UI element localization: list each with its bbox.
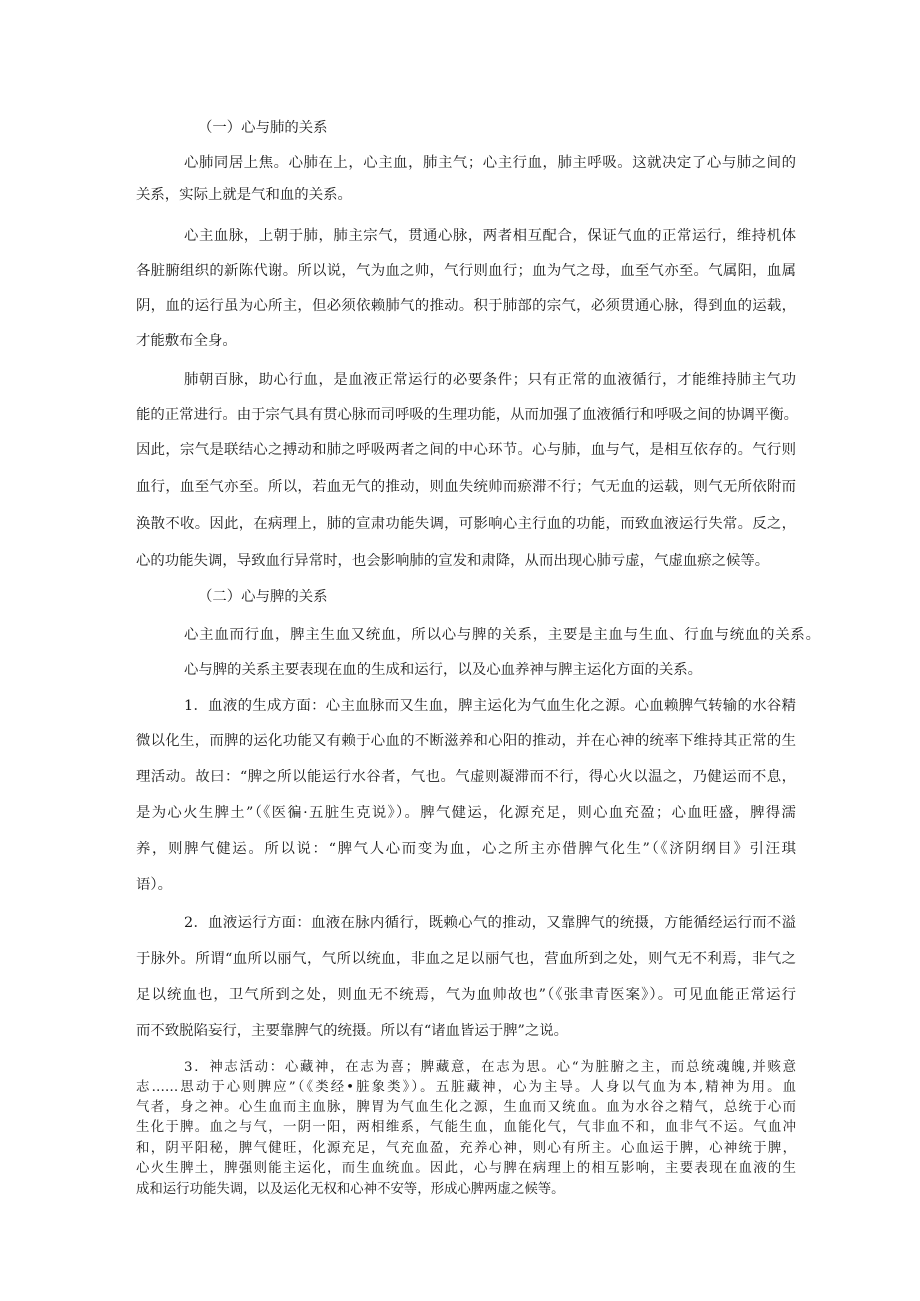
paragraph-line: 是为心火生脾土”（《医徧·五脏生克说》）。脾气健运，化源充足，则心血充盈；心血旺盛，脾得濡 [136, 805, 796, 821]
paragraph-line: 肺朝百脉，助心行血，是血液正常运行的必要条件；只有正常的血液循行，才能维持肺主气功 [184, 372, 796, 388]
paragraph-line: 于脉外。所谓“血所以丽气，气所以统血，非血之足以丽气也，营血所到之处，则气无不利焉，非气之 [136, 951, 796, 967]
paragraph-line: 心主血而行血，脾主生血又统血，所以心与脾的关系，主要是主血与生血、行血与统血的关系。 [184, 627, 820, 643]
paragraph-line: 心的功能失调，导致血行异常时，也会影响肺的宣发和肃降，从而出现心肺亏虚，气虚血瘀之候等。 [136, 553, 770, 569]
paragraph-line: 关系，实际上就是气和血的关系。 [136, 187, 352, 203]
paragraph-line: 阴，血的运行虽为心所主，但必须依赖肺气的推动。积于肺部的宗气，必须贯通心脉，得到血的运载， [136, 298, 796, 314]
paragraph-line: 而不致脱陷妄行，主要靠脾气的统摄。所以有“诸血皆运于脾”之说。 [136, 1023, 569, 1039]
paragraph-line: 和，阴平阳秘，脾气健旺，化源充足，气充血盈，充养心神，则心有所主。心血运于脾，心神统于脾， [136, 1141, 796, 1156]
paragraph-line: 气者，身之神。心生血而主血脉，脾胃为气血生化之源，生血而又统血。血为水谷之精气，总统于心而 [136, 1100, 796, 1115]
paragraph-line: 涣散不收。因此，在病理上，肺的宣肃功能失调，可影响心主行血的功能，而致血液运行失常。反之， [136, 516, 796, 532]
section-heading-heart-lung: （一）心与肺的关系 [198, 120, 328, 136]
paragraph-line: 才能敷布全身。 [136, 333, 237, 349]
paragraph-line: 心火生脾土，脾强则能主运化，而生血统血。因此，心与脾在病理上的相互影响，主要表现在血液的生 [136, 1161, 796, 1176]
paragraph-line: 血行，血至气亦至。所以，若血无气的推动，则血失统帅而瘀滞不行；气无血的运载，则气无所依附而 [136, 479, 796, 495]
paragraph-line: 微以化生，而脾的运化功能又有赖于心血的不断滋养和心阳的推动，并在心神的统率下维持其正常的生 [136, 733, 796, 749]
paragraph-line: 2．血液运行方面：血液在脉内循行，既赖心气的推动，又靠脾气的统摄，方能循经运行而不溢 [184, 915, 796, 931]
paragraph-line: 因此，宗气是联结心之搏动和肺之呼吸两者之间的中心环节。心与肺，血与气，是相互依存的。气行则 [136, 442, 796, 458]
section-heading-heart-spleen: （二）心与脾的关系 [198, 589, 328, 605]
paragraph-line: 各脏腑组织的新陈代谢。所以说，气为血之帅，气行则血行；血为气之母，血至气亦至。气属阳，血属 [136, 263, 796, 279]
paragraph-line: 语）。 [136, 877, 172, 893]
paragraph-line: 志……思动于心则脾应”（《类经•脏象类》）。五脏藏神，心为主导。人身以气血为本,精神为用。血 [136, 1080, 796, 1095]
paragraph-line: 心与脾的关系主要表现在血的生成和运行，以及心血养神与脾主运化方面的关系。 [184, 662, 703, 678]
paragraph-line: 心肺同居上焦。心肺在上，心主血，肺主气；心主行血，肺主呼吸。这就决定了心与肺之间的 [184, 155, 796, 171]
paragraph-line: 3．神志活动：心藏神，在志为喜；脾藏意，在志为思。心“为脏腑之主，而总统魂魄,并赅意 [184, 1060, 796, 1075]
paragraph-line: 养，则脾气健运。所以说：“脾气人心而变为血，心之所主亦借脾气化生”（《济阴纲目》引汪琪 [136, 841, 796, 857]
paragraph-line: 足以统血也，卫气所到之处，则血无不统焉，气为血帅故也”（《张聿青医案》）。可见血能正常运行 [136, 987, 796, 1003]
paragraph-line: 心主血脉，上朝于肺，肺主宗气，贯通心脉，两者相互配合，保证气血的正常运行，维持机体 [184, 228, 796, 244]
paragraph-line: 能的正常进行。由于宗气具有贯心脉而司呼吸的生理功能，从而加强了血液循行和呼吸之间的协调平衡。 [136, 407, 798, 423]
paragraph-line: 理活动。故曰：“脾之所以能运行水谷者，气也。气虚则凝滞而不行，得心火以温之，乃健运而不息， [136, 769, 796, 785]
paragraph-line: 成和运行功能失调，以及运化无权和心神不安等，形成心脾两虚之候等。 [136, 1182, 565, 1197]
paragraph-line: 1．血液的生成方面：心主血脉而又生血，脾主运化为气血生化之源。心血赖脾气转输的水谷精 [184, 698, 796, 714]
paragraph-line: 生化于脾。血之与气，一阴一阳，两相维系，气能生血，血能化气，气非血不和，血非气不运。气血冲 [136, 1120, 796, 1135]
